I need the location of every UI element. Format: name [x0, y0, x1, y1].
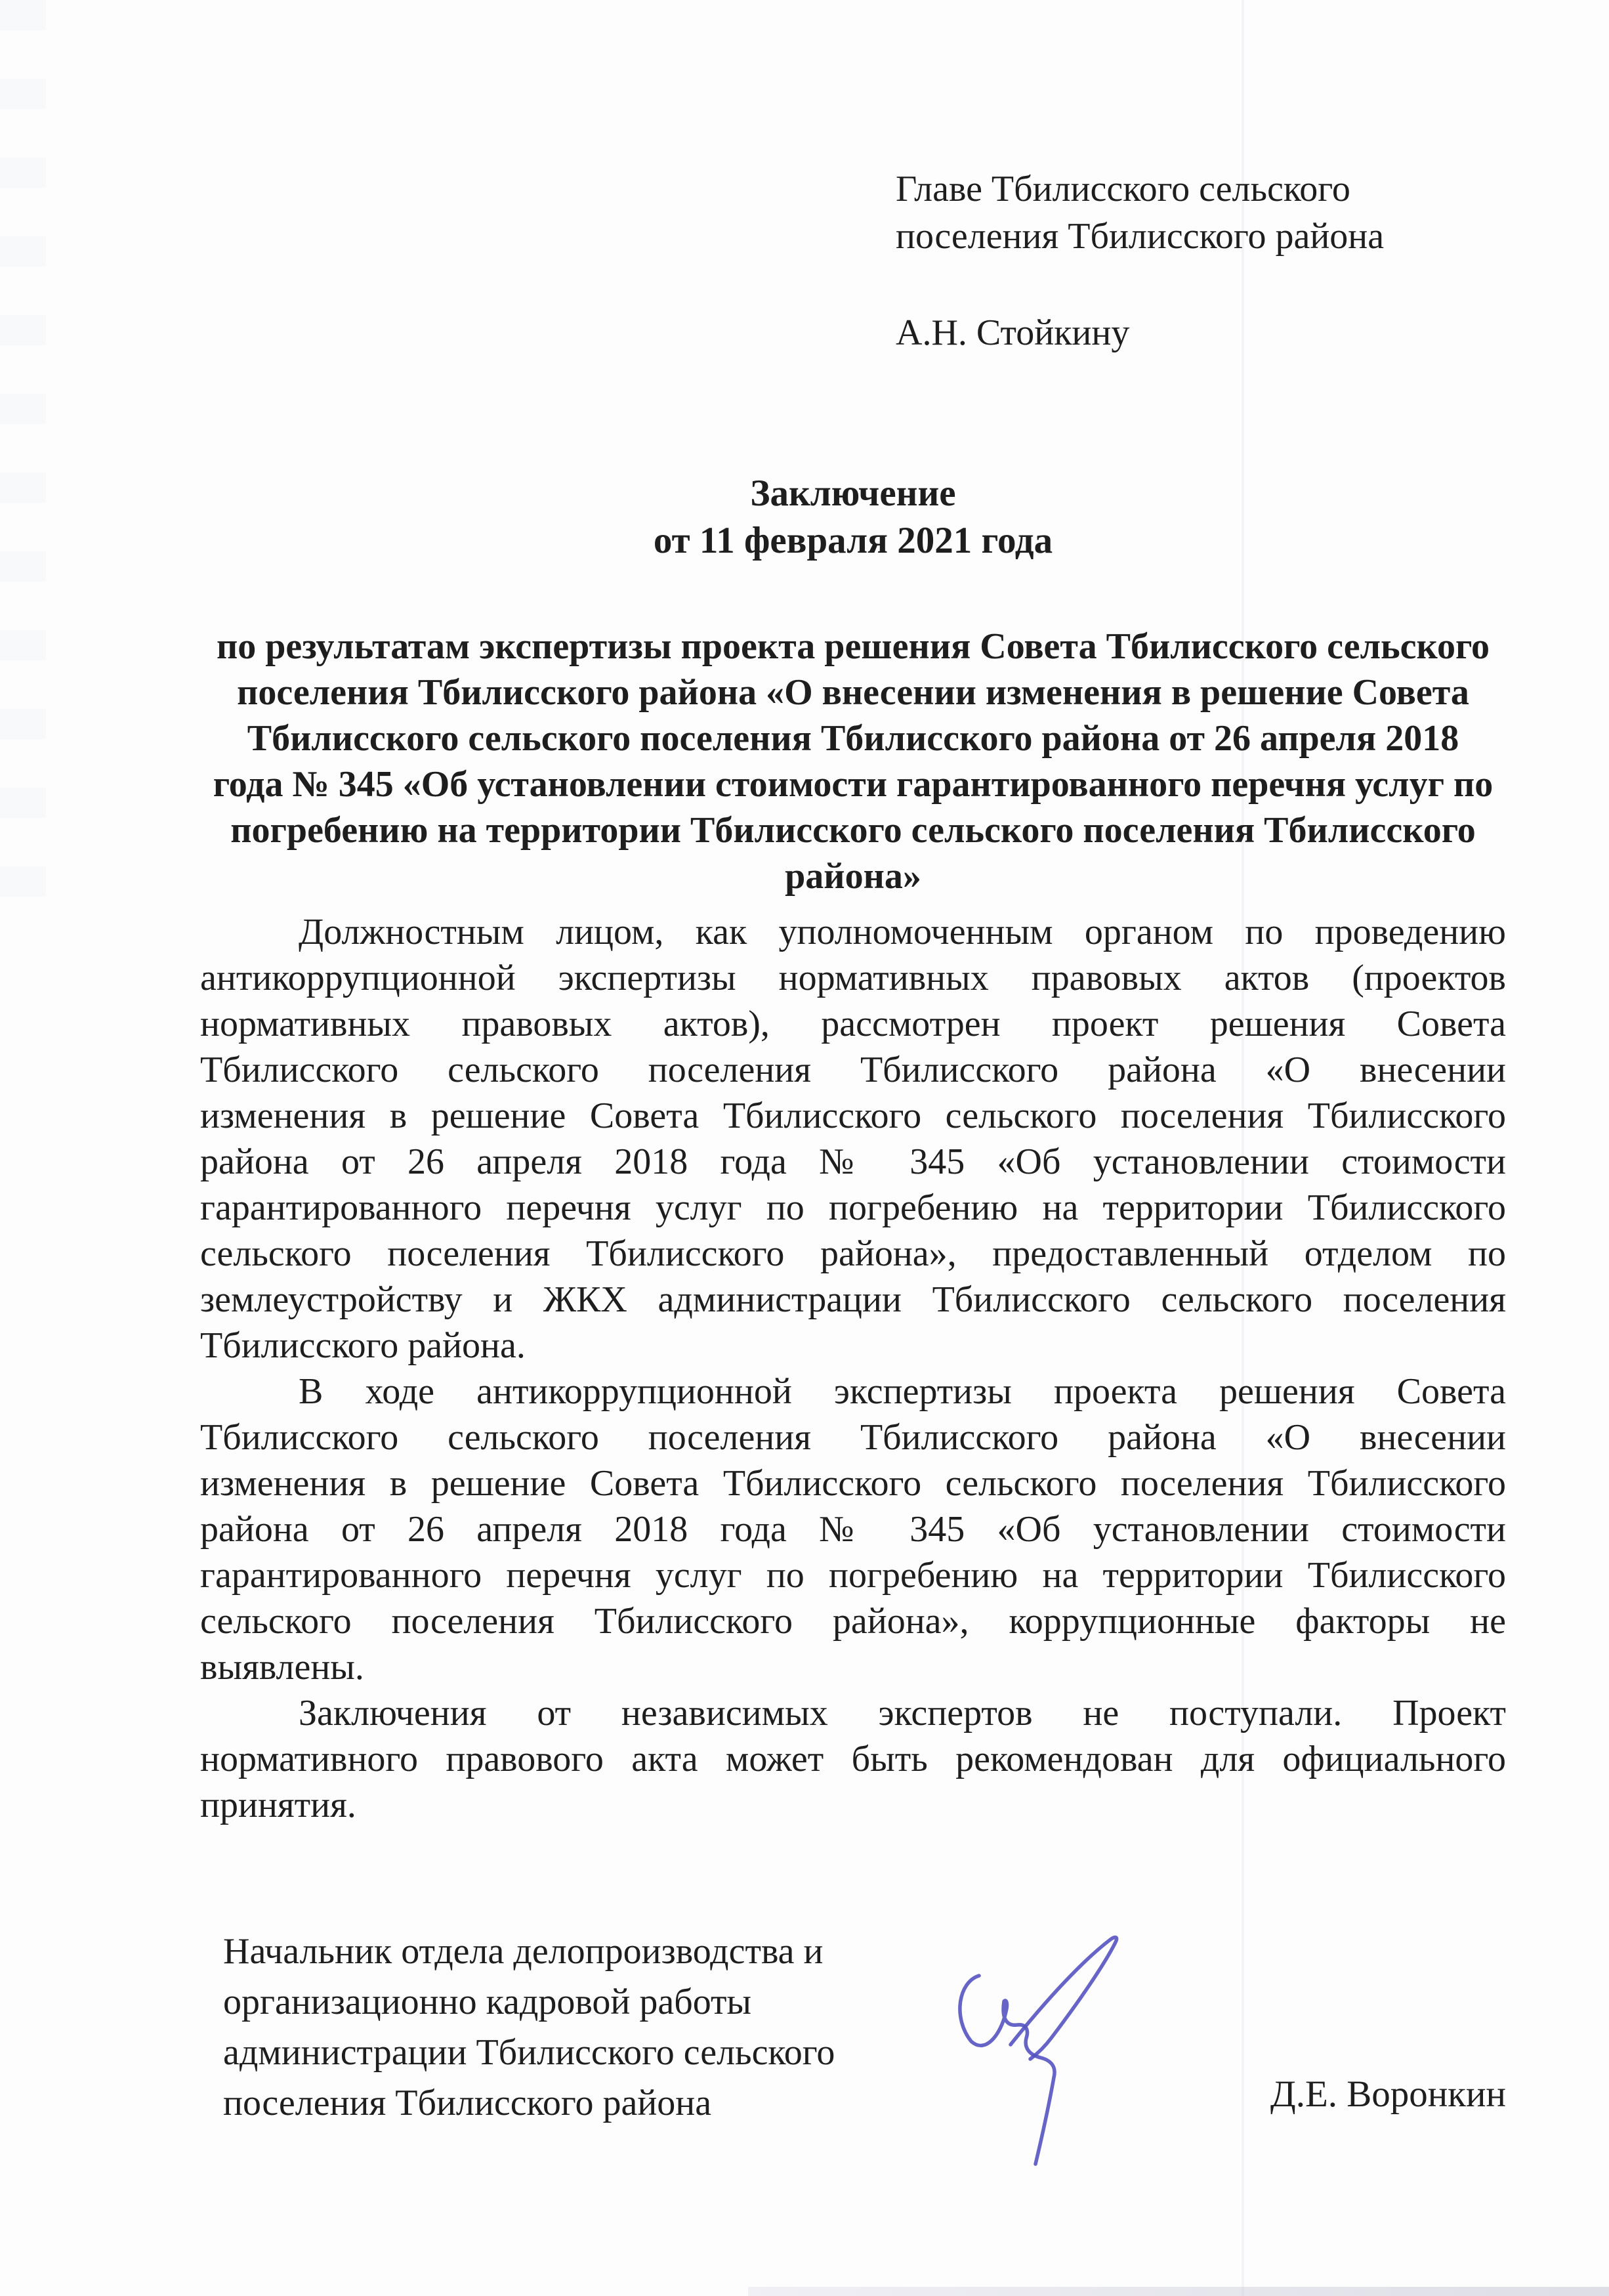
body-line: сельского поселения Тбилисского района», коррупционные факторы не	[200, 1601, 1506, 1642]
subject-heading-line: по результатам экспертизы проекта решения Совета Тбилисского сельского	[216, 626, 1490, 667]
body-line: Тбилисского сельского поселения Тбилисского района «О внесении	[200, 1417, 1506, 1458]
body-paragraph	[200, 1369, 1506, 1690]
body-line: гарантированного перечня услуг по погребению на территории Тбилисского	[200, 1187, 1506, 1228]
body-line: Должностным лицом, как уполномоченным органом по проведению	[299, 912, 1506, 952]
body-paragraph	[200, 909, 1506, 1369]
body-line: антикоррупционной экспертизы нормативных правовых актов (проектов	[200, 958, 1506, 998]
subject-heading	[200, 624, 1506, 899]
body-line: выявлены.	[200, 1647, 364, 1688]
body-paragraph	[200, 1690, 1506, 1828]
body-line: нормативных правовых актов), рассмотрен проект решения Совета	[200, 1004, 1506, 1044]
handwritten-signature	[938, 1920, 1148, 2182]
body-line: нормативного правового акта может быть рекомендован для официального	[200, 1739, 1506, 1779]
subject-heading-line: поселения Тбилисского района «О внесении изменения в решение Совета	[237, 672, 1469, 713]
document-title-line: Заключение	[750, 473, 956, 514]
signatory-position-line: организационно кадровой работы	[223, 1982, 752, 2022]
subject-heading-line: района»	[785, 856, 921, 897]
subject-heading-line: Тбилисского сельского поселения Тбилисского района от 26 апреля 2018	[247, 718, 1459, 759]
scan-noise-left	[0, 0, 46, 919]
body-line: района от 26 апреля 2018 года № 345 «Об установлении стоимости	[200, 1141, 1506, 1182]
document-date-line: от 11 февраля 2021 года	[653, 520, 1053, 561]
signature-stroke	[960, 1976, 1055, 2164]
body-line: сельского поселения Тбилисского района», предоставленный отделом по	[200, 1233, 1506, 1274]
signatory-position-line: Начальник отдела делопроизводства и	[223, 1931, 824, 1972]
body-line: района от 26 апреля 2018 года № 345 «Об установлении стоимости	[200, 1509, 1506, 1550]
body-line: землеустройству и ЖКХ администрации Тбилисского сельского поселения	[200, 1279, 1506, 1320]
recipient-name: А.Н. Стойкину	[896, 312, 1130, 353]
body-line: Заключения от независимых экспертов не поступали. Проект	[299, 1693, 1506, 1733]
scan-artifact-bottom	[748, 2287, 1609, 2296]
body-line: Тбилисского района.	[200, 1325, 526, 1366]
body-line: Тбилисского сельского поселения Тбилисского района «О внесении	[200, 1050, 1506, 1090]
recipient-gap	[896, 260, 1384, 309]
recipient-line: Главе Тбилисского сельского	[896, 169, 1350, 209]
body-line: В ходе антикоррупционной экспертизы проекта решения Совета	[299, 1371, 1506, 1412]
signatory-position-line: поселения Тбилисского района	[223, 2083, 712, 2123]
body-line: изменения в решение Совета Тбилисского сельского поселения Тбилисского	[200, 1463, 1506, 1504]
document-body	[200, 909, 1506, 1828]
signatory-position-line: администрации Тбилисского сельского	[223, 2032, 835, 2073]
body-line: принятия.	[200, 1785, 356, 1825]
subject-heading-line: года № 345 «Об установлении стоимости гарантированного перечня услуг по	[213, 764, 1494, 805]
subject-heading-line: погребению на территории Тбилисского сельского поселения Тбилисского	[230, 810, 1476, 851]
signatory-name: Д.Е. Воронкин	[1270, 2073, 1506, 2115]
recipient-line: поселения Тбилисского района	[896, 216, 1385, 257]
recipient-block	[896, 165, 1384, 356]
document-title	[200, 470, 1506, 564]
body-line: изменения в решение Совета Тбилисского сельского поселения Тбилисского	[200, 1095, 1506, 1136]
signatory-position-block	[223, 1926, 835, 2129]
body-line: гарантированного перечня услуг по погребению на территории Тбилисского	[200, 1555, 1506, 1596]
